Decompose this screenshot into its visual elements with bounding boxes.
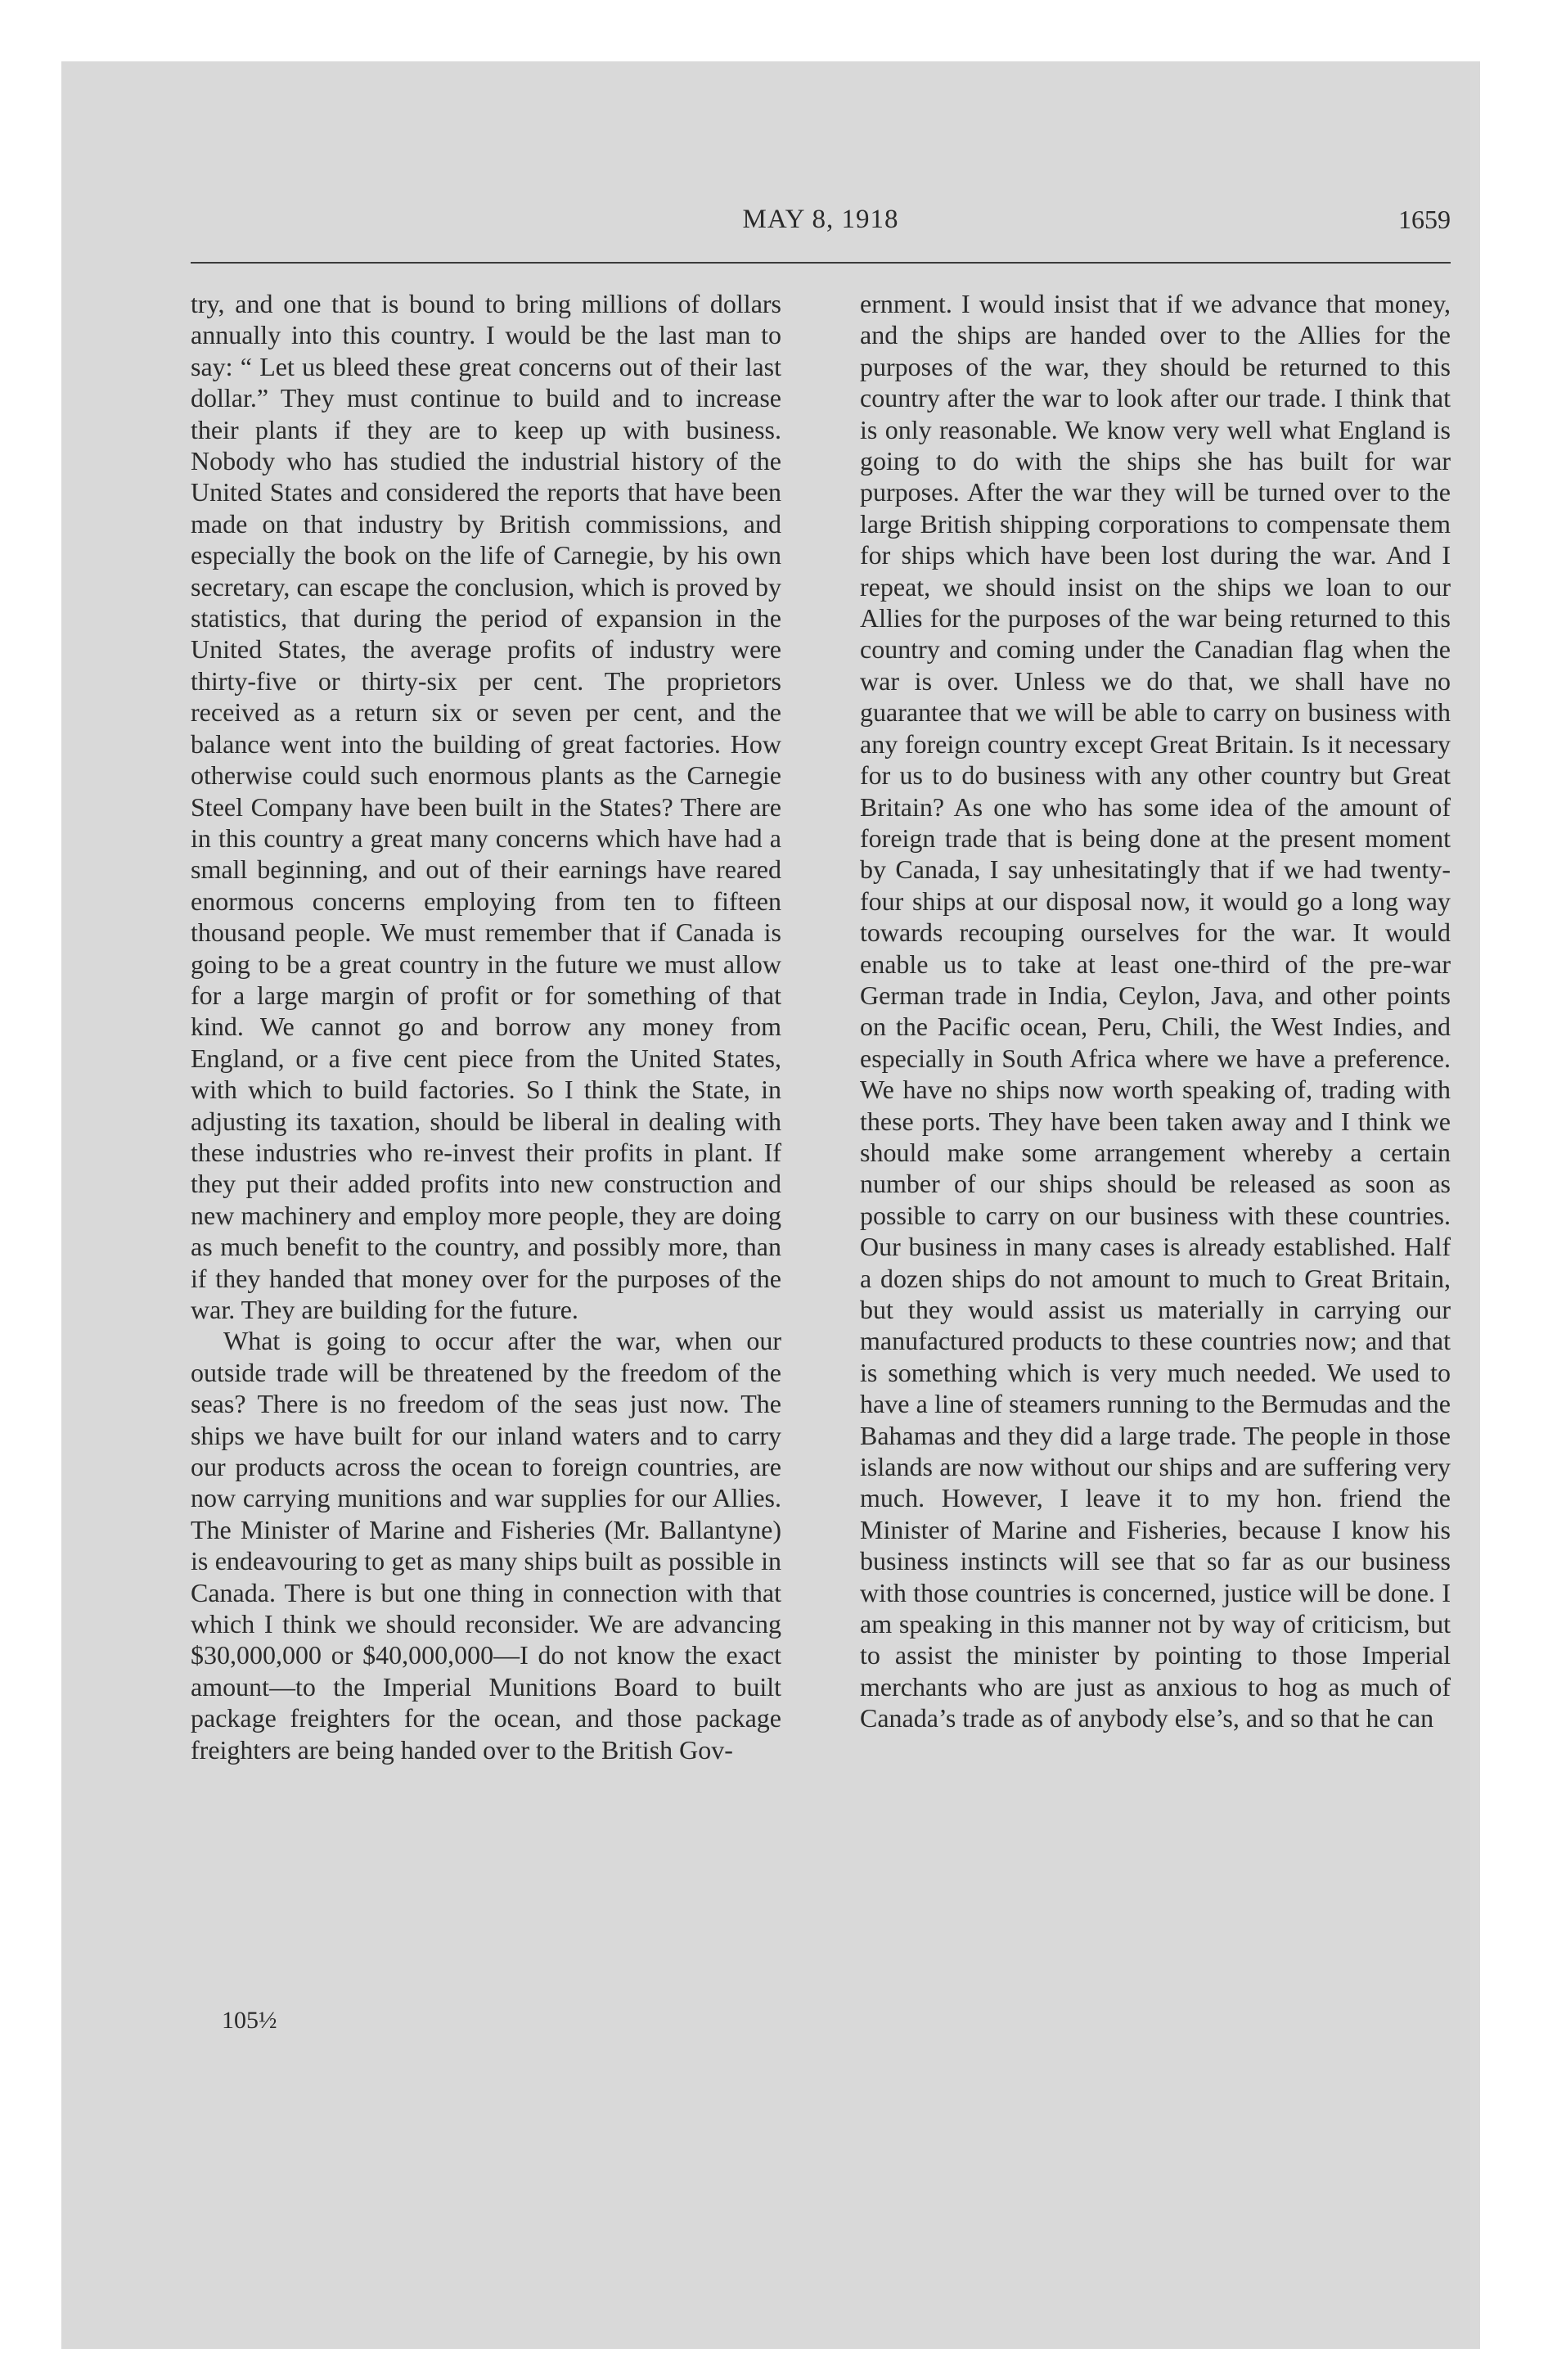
right-column bbox=[860, 288, 1451, 1765]
header-date: MAY 8, 1918 bbox=[742, 205, 899, 234]
left-paragraph-2: What is going to occur after the war, when our outside trade will be threatened by the freedom of the seas? There is no freedom of the seas just now. The ships we have built for our inland waters and to carry our products across the ocean to foreign countries, are now carrying munitions and war supplies for our Allies. The Minister of Marine and Fisheries (Mr. Ballantyne) is endeavouring to get as many ships built as possible in Canada. There is but one thing in connection with that which I think we should reconsider. We are advancing $30,000,000 or $40,000,000—I do not know the exact amount—to the Imperial Munitions Board to built package freighters for the ocean, and those package freighters are being handed over to the British Gov- bbox=[191, 1326, 781, 1765]
right-paragraph-1: ernment. I would insist that if we advance that money, and the ships are handed over to the Allies for the purposes of the war, they should be returned to this country after the war to look after our trade. I think that is only reasonable. We know very well what England is going to do with the ships she has built for war purposes. After the war they will be turned over to the large British shipping corporations to compensate them for ships which have been lost during the war. And I repeat, we should insist on the ships we loan to our Allies for the purposes of the war being returned to this country and coming under the Canadian flag when the war is over. Unless we do that, we shall have no guarantee that we will be able to carry on business with any foreign country except Great Britain. Is it necessary for us to do business with any other country but Great Britain? As one who has some idea of the amount of foreign trade that is being done at the present moment by Canada, I say unhesitatingly that if we had twenty-four ships at our disposal now, it would go a long way towards recouping ourselves for the war. It would enable us to take at least one-third of the pre-war German trade in India, Ceylon, Java, and other points on the Pacific ocean, Peru, Chili, the West Indies, and especially in South Africa where we have a preference. We have no ships now worth speaking of, trading with these ports. They have been taken away and I think we should make some arrangement whereby a certain number of our ships should be released as soon as possible to carry on our business with these countries. Our business in many cases is already established. Half a dozen ships do not amount to much to Great Britain, but they would assist us materially in carrying our manufactured products to these countries now; and that is something which is very much needed. We used to have a line of steamers running to the Bermudas and the Bahamas and they did a large trade. The people in those islands are now without our ships and are suffering very much. However, I leave it to my hon. friend the Minister of Marine and Fisheries, because I know his business instincts will see that so far as our business with those countries is concerned, justice will be done. I am speaking in this manner not by way of criticism, but to assist the minister by pointing to those Imperial merchants who are just as anxious to hog as much of Canada’s trade as of anybody else’s, and so that he can bbox=[860, 289, 1451, 1733]
text-columns bbox=[191, 288, 1451, 1765]
header-page-number: 1659 bbox=[1398, 205, 1451, 234]
scanned-page-background bbox=[61, 61, 1480, 2349]
header-rule bbox=[191, 262, 1451, 264]
signature-mark: 105½ bbox=[222, 2007, 277, 2034]
document-page bbox=[191, 196, 1451, 2292]
page-header bbox=[191, 196, 1451, 254]
left-column bbox=[191, 288, 781, 1765]
left-paragraph-1: try, and one that is bound to bring millions of dollars annually into this country. I would be the last man to say: “ Let us bleed these great concerns out of their last dollar.” They must continue to build and to increase their plants if they are to keep up with business. Nobody who has studied the industrial history of the United States and considered the reports that have been made on that industry by British commissions, and especially the book on the life of Carnegie, by his own secretary, can escape the conclusion, which is proved by statistics, that during the period of expansion in the United States, the average profits of industry were thirty-five or thirty-six per cent. The proprietors received as a return six or seven per cent, and the balance went into the building of great factories. How otherwise could such enormous plants as the Carnegie Steel Company have been built in the States? There are in this country a great many concerns which have had a small beginning, and out of their earnings have reared enormous concerns employing from ten to fifteen thousand people. We must remember that if Canada is going to be a great country in the future we must allow for a large margin of profit or for something of that kind. We cannot go and borrow any money from England, or a five cent piece from the United States, with which to build factories. So I think the State, in adjusting its taxation, should be liberal in dealing with these industries who re-invest their profits in plant. If they put their added profits into new construction and new machinery and employ more people, they are doing as much benefit to the country, and possibly more, than if they handed that money over for the purposes of the war. They are building for the future. bbox=[191, 289, 781, 1324]
